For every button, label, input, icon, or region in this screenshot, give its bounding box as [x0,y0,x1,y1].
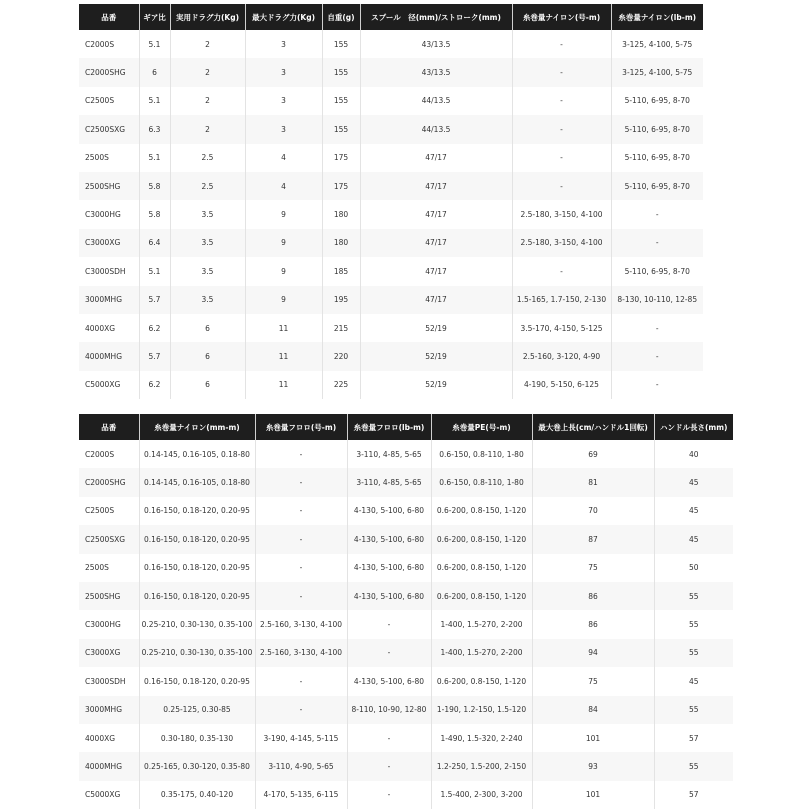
table-cell: 3 [245,115,322,143]
table-row [79,440,733,468]
table-row [79,724,733,752]
table-cell: 155 [322,30,360,58]
table-cell: 9 [245,200,322,228]
table-cell: 6 [139,58,170,86]
table-cell: 0.35-175, 0.40-120 [139,781,255,809]
model-cell: 3000MHG [79,286,139,314]
model-cell: C2000SHG [79,468,139,496]
table-row [79,639,733,667]
column-header: ハンドル長さ(mm) [654,414,733,440]
table-cell: 2.5 [170,172,245,200]
model-cell: 2500SHG [79,172,139,200]
table-cell: 69 [532,440,654,468]
table-cell: 52/19 [360,371,512,399]
column-header: スプール 径(mm)/ストローク(mm) [360,4,512,30]
table-cell: - [255,468,347,496]
table-cell: 220 [322,342,360,370]
table-cell: 57 [688,790,699,800]
model-cell: 4000MHG [79,752,139,780]
table-cell: 1.2-250, 1.5-200, 2-150 [431,752,532,780]
table-row [79,582,733,610]
table-cell: 6.4 [139,229,170,257]
table-cell: 86 [532,582,654,610]
table-cell: 45 [654,525,733,553]
table-row [79,752,733,780]
table-row [79,468,733,496]
table-cell: 2.5-160, 3-130, 4-100 [255,639,347,667]
table-cell: 5-110, 6-95, 8-70 [624,96,690,106]
table-cell: 3.5-170, 4-150, 5-125 [512,314,611,342]
table-cell: - [347,610,431,638]
table-cell: 180 [322,200,360,228]
table-cell: 11 [245,371,322,399]
table-cell: - [512,115,611,143]
table-cell: 195 [322,286,360,314]
table-cell: 81 [532,468,654,496]
table-cell: - [611,229,703,257]
model-cell: 2500S [79,554,139,582]
table-cell: 75 [532,554,654,582]
table-cell: 175 [322,172,360,200]
table-cell: - [512,144,611,172]
table-cell: 57 [688,733,699,743]
model-cell: C3000XG [79,639,139,667]
table-header-row [79,4,703,30]
table-cell: 0.16-150, 0.18-120, 0.20-95 [139,582,255,610]
table-cell: - [655,210,659,220]
table-cell: 4-130, 5-100, 6-80 [347,525,431,553]
table-cell: 9 [245,229,322,257]
table-row [79,87,703,115]
table-cell: 5.8 [139,172,170,200]
table-cell: 55 [654,639,733,667]
table-cell: 1-490, 1.5-320, 2-240 [431,724,532,752]
table-cell: 6.3 [139,115,170,143]
model-cell: 4000XG [79,314,139,342]
table-cell: 47/17 [360,144,512,172]
table-cell: 70 [532,497,654,525]
table-cell: 43/13.5 [360,30,512,58]
table-cell: 3 [245,87,322,115]
table-cell: 175 [322,144,360,172]
table-row [79,257,703,285]
model-cell: 2500S [79,144,139,172]
table-cell: 2.5-180, 3-150, 4-100 [512,200,611,228]
table-cell: 155 [322,115,360,143]
table-cell: 5.7 [139,286,170,314]
table-cell: 3.5 [170,229,245,257]
table-cell: 5.7 [139,342,170,370]
table-cell: 55 [654,582,733,610]
table-cell: 2.5 [170,144,245,172]
table-row [79,371,703,399]
table-row [79,58,703,86]
table-cell: - [255,440,347,468]
table-cell: 50 [688,563,699,573]
model-cell: C3000SDH [79,667,139,695]
table-cell: 40 [688,449,699,459]
table-cell: 0.6-150, 0.8-110, 1-80 [431,468,532,496]
table-cell: 4-170, 5-135, 6-115 [255,781,347,809]
column-header: 最大巻上長(cm/ハンドル1回転) [532,414,654,440]
spec-table-2 [79,414,733,809]
table-cell: - [255,525,347,553]
table-cell: - [347,781,431,809]
table-cell: - [512,87,611,115]
table-cell: 101 [532,724,654,752]
table-cell: 5.1 [139,87,170,115]
table-cell: 47/17 [360,257,512,285]
table-cell: 2.5-160, 3-130, 4-100 [255,610,347,638]
table-cell: 0.16-150, 0.18-120, 0.20-95 [139,525,255,553]
table-cell: - [512,257,611,285]
column-header: 糸巻量フロロ(号-m) [255,414,347,440]
table-cell: 6 [170,371,245,399]
table-cell: 4-190, 5-150, 6-125 [512,371,611,399]
model-cell: 4000XG [79,724,139,752]
table-cell: - [255,582,347,610]
table-cell: 0.16-150, 0.18-120, 0.20-95 [139,667,255,695]
table-cell: 101 [532,781,654,809]
column-header: 最大ドラグ力(Kg) [245,4,322,30]
model-cell: C5000XG [79,781,139,809]
table-cell: 6 [170,342,245,370]
table-cell: 4-130, 5-100, 6-80 [347,667,431,695]
table-row [79,30,703,58]
table-row [79,610,733,638]
table-cell: 94 [532,639,654,667]
table-cell: 4-130, 5-100, 6-80 [347,497,431,525]
table-cell: - [347,724,431,752]
table-header-row [79,414,733,440]
table-cell: 3.5 [170,257,245,285]
table-row [79,696,733,724]
table-row [79,525,733,553]
table-cell: 3-190, 4-145, 5-115 [255,724,347,752]
table-cell: 4-130, 5-100, 6-80 [347,582,431,610]
table-cell: 180 [322,229,360,257]
table-cell: 0.6-200, 0.8-150, 1-120 [431,667,532,695]
table-cell: 5.1 [139,30,170,58]
table-cell: 55 [654,696,733,724]
table-cell: 1-190, 1.2-150, 1.5-120 [431,696,532,724]
table-cell: 75 [532,667,654,695]
model-cell: 3000MHG [79,696,139,724]
table-cell: 2 [170,30,245,58]
table-cell: 0.25-210, 0.30-130, 0.35-100 [139,639,255,667]
table-cell: 47/17 [360,229,512,257]
table-cell: - [655,323,659,333]
table-cell: 44/13.5 [360,87,512,115]
table-cell: 93 [532,752,654,780]
model-cell: C2000SHG [79,58,139,86]
table-cell: 0.6-200, 0.8-150, 1-120 [431,525,532,553]
table-cell: 87 [532,525,654,553]
table-row [79,314,703,342]
spec-table-1 [79,4,703,399]
table-cell: 5.1 [139,144,170,172]
table-cell: 45 [654,468,733,496]
table-cell: 3-110, 4-90, 5-65 [255,752,347,780]
table-cell: 5-110, 6-95, 8-70 [624,153,690,163]
column-header: 自重(g) [322,4,360,30]
table-cell: 0.16-150, 0.18-120, 0.20-95 [139,497,255,525]
table-row [79,497,733,525]
table-cell: 5-110, 6-95, 8-70 [611,115,703,143]
table-cell: 1.5-400, 2-300, 3-200 [431,781,532,809]
table-cell: 3-125, 4-100, 5-75 [611,58,703,86]
column-header: ギア比 [139,4,170,30]
table-cell: - [255,667,347,695]
table-row [79,144,703,172]
column-header: 品番 [79,4,139,30]
table-cell: 0.25-125, 0.30-85 [139,696,255,724]
table-cell: 5-110, 6-95, 8-70 [624,266,690,276]
table-row [79,229,703,257]
column-header: 糸巻量ナイロン(号-m) [512,4,611,30]
table-cell: - [655,380,659,390]
table-cell: 6 [170,314,245,342]
table-row [79,554,733,582]
table-cell: 84 [532,696,654,724]
table-cell: 4 [245,172,322,200]
table-cell: 2 [170,87,245,115]
model-cell: C3000XG [79,229,139,257]
table-cell: 0.16-150, 0.18-120, 0.20-95 [139,554,255,582]
table-cell: 0.6-200, 0.8-150, 1-120 [431,582,532,610]
table-cell: 0.14-145, 0.16-105, 0.18-80 [139,440,255,468]
model-cell: C2500SXG [79,525,139,553]
table-cell: 43/13.5 [360,58,512,86]
table-cell: 0.14-145, 0.16-105, 0.18-80 [139,468,255,496]
table-row [79,781,733,809]
table-cell: 9 [245,257,322,285]
table-cell: 6.2 [139,314,170,342]
table-cell: 225 [322,371,360,399]
table-cell: 4-130, 5-100, 6-80 [347,554,431,582]
table-cell: 0.30-180, 0.35-130 [139,724,255,752]
table-cell: 0.6-150, 0.8-110, 1-80 [431,440,532,468]
table-cell: 6.2 [139,371,170,399]
table-cell: 1.5-165, 1.7-150, 2-130 [512,286,611,314]
table-row [79,115,703,143]
table-cell: 0.25-210, 0.30-130, 0.35-100 [139,610,255,638]
table-row [79,667,733,695]
table-cell: 11 [245,342,322,370]
table-cell: - [512,58,611,86]
table-cell: 47/17 [360,172,512,200]
table-cell: 5.1 [139,257,170,285]
table-cell: 4 [245,144,322,172]
column-header: 糸巻量PE(号-m) [431,414,532,440]
table-cell: 3-110, 4-85, 5-65 [347,440,431,468]
table-cell: 155 [322,58,360,86]
column-header: 糸巻量ナイロン(mm-m) [139,414,255,440]
table-row [79,286,703,314]
column-header: 糸巻量フロロ(lb-m) [347,414,431,440]
table-cell: - [347,752,431,780]
table-cell: 1-400, 1.5-270, 2-200 [431,639,532,667]
table-cell: - [512,30,611,58]
table-cell: 0.6-200, 0.8-150, 1-120 [431,554,532,582]
model-cell: C2500S [79,87,139,115]
table-cell: 2.5-160, 3-120, 4-90 [512,342,611,370]
table-cell: 3.5 [170,286,245,314]
table-cell: 55 [688,620,699,630]
table-cell: 47/17 [360,286,512,314]
table-cell: 47/17 [360,200,512,228]
table-cell: 3.5 [170,200,245,228]
model-cell: C3000SDH [79,257,139,285]
model-cell: C2500SXG [79,115,139,143]
table-cell: - [611,342,703,370]
table-row [79,172,703,200]
table-cell: 8-130, 10-110, 12-85 [611,286,703,314]
table-cell: 2.5-180, 3-150, 4-100 [512,229,611,257]
table-cell: 185 [322,257,360,285]
table-cell: 3 [245,58,322,86]
table-cell: 2 [170,115,245,143]
table-cell: 52/19 [360,314,512,342]
table-cell: 3 [245,30,322,58]
table-cell: 45 [688,506,699,516]
table-cell: 215 [322,314,360,342]
table-cell: - [512,172,611,200]
table-cell: 5.8 [139,200,170,228]
table-cell: 8-110, 10-90, 12-80 [347,696,431,724]
model-cell: C2500S [79,497,139,525]
table-cell: 3-110, 4-85, 5-65 [347,468,431,496]
table-row [79,200,703,228]
table-cell: 155 [322,87,360,115]
model-cell: 2500SHG [79,582,139,610]
column-header: 糸巻量ナイロン(lb-m) [611,4,703,30]
table-cell: 45 [688,676,699,686]
table-cell: - [255,696,347,724]
table-cell: 44/13.5 [360,115,512,143]
table-cell: - [255,554,347,582]
model-cell: C3000HG [79,200,139,228]
model-cell: C2000S [79,30,139,58]
table-cell: 2 [170,58,245,86]
model-cell: 4000MHG [79,342,139,370]
table-cell: - [347,639,431,667]
model-cell: C5000XG [79,371,139,399]
table-cell: 5-110, 6-95, 8-70 [611,172,703,200]
table-cell: 3-125, 4-100, 5-75 [622,39,693,49]
table-cell: 86 [532,610,654,638]
table-cell: 0.25-165, 0.30-120, 0.35-80 [139,752,255,780]
table-cell: 0.6-200, 0.8-150, 1-120 [431,497,532,525]
model-cell: C2000S [79,440,139,468]
model-cell: C3000HG [79,610,139,638]
table-cell: - [255,497,347,525]
column-header: 実用ドラグ力(Kg) [170,4,245,30]
table-cell: 9 [245,286,322,314]
table-cell: 55 [654,752,733,780]
table-cell: 52/19 [360,342,512,370]
column-header: 品番 [79,414,139,440]
table-cell: 1-400, 1.5-270, 2-200 [431,610,532,638]
table-row [79,342,703,370]
table-cell: 11 [245,314,322,342]
